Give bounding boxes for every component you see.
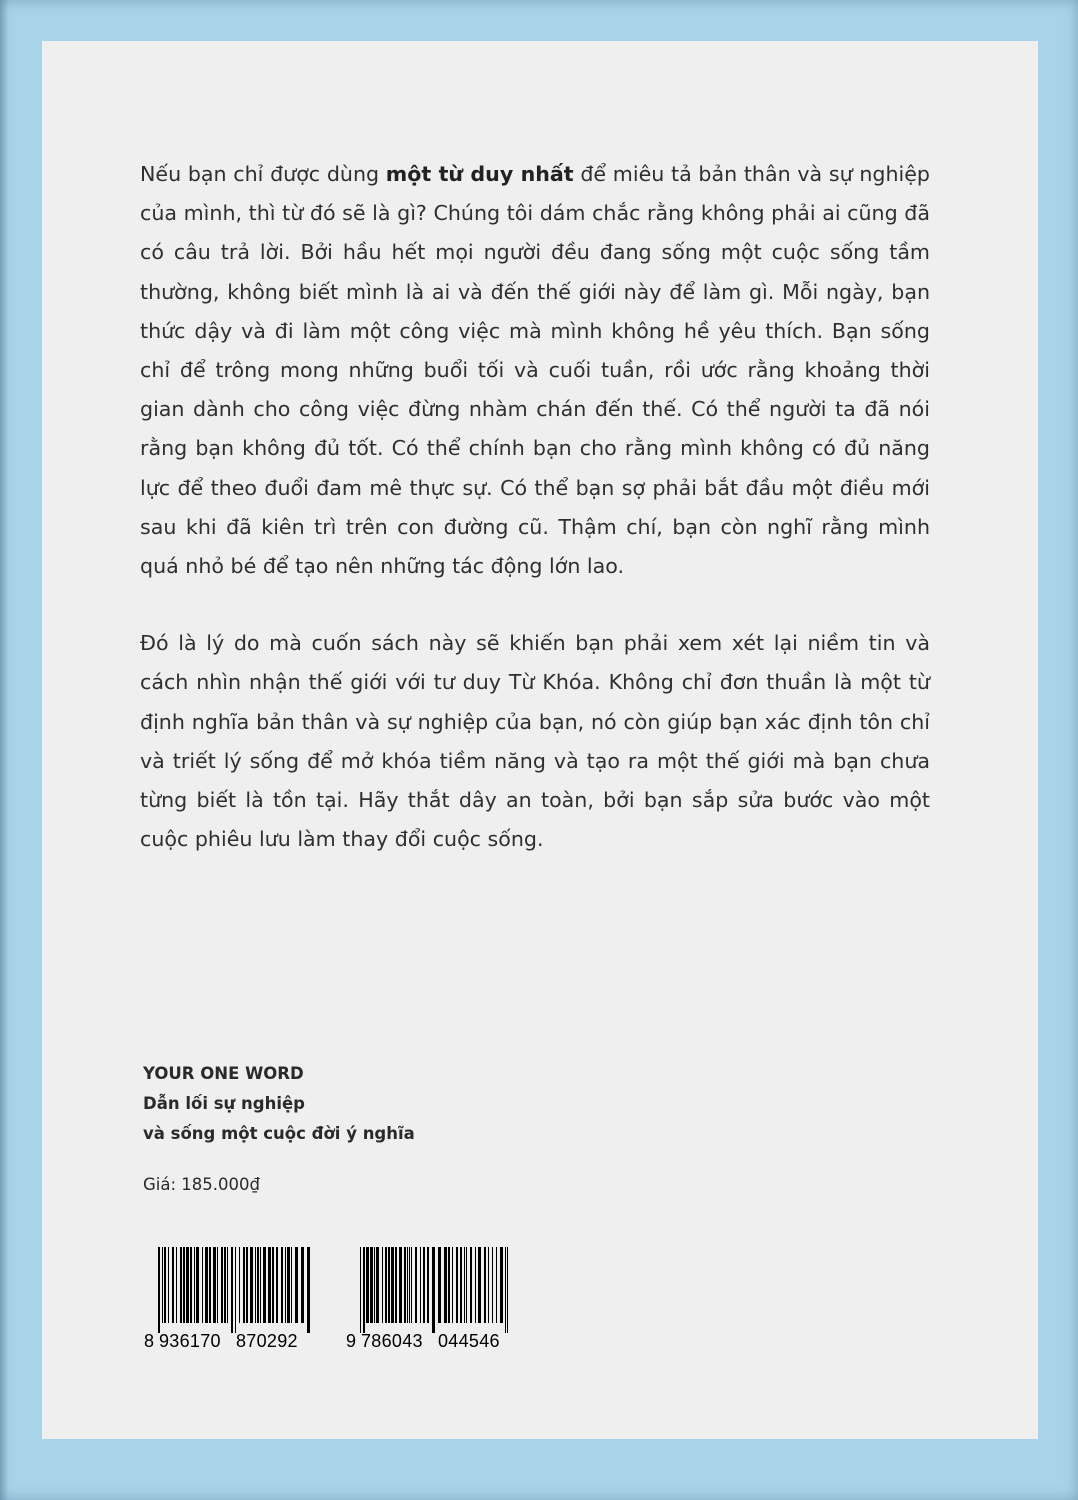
- barcode-bar: [452, 1247, 453, 1323]
- barcode-bar: [196, 1247, 199, 1323]
- barcode-bar: [231, 1247, 233, 1333]
- barcode-bar: [456, 1247, 458, 1323]
- blurb: [140, 155, 930, 859]
- barcode-bar: [260, 1247, 261, 1323]
- blurb-text: để miêu tả bản thân và sự nghiệp của mình, thì từ đó sẽ là gì? Chúng tôi dám chắc rằng không phải ai cũng đã có câu trả lời. Bởi hầu hết mọi người đều đang sống một cuộc sống tầm thường, không biết mình là ai và đến thế giới này để làm gì. Mỗi ngày, bạn thức dậy và đi làm một công việc mà mình không hề yêu thích. Bạn sống chỉ để trông mong những buổi tối và cuối tuần, rồi ước rằng khoảng thời gian dành cho công việc đừng nhàm chán đến thế. Có thể người ta đã nói rằng bạn không đủ tốt. Có thể chính bạn cho rằng mình không có đủ năng lực để theo đuổi đam mê thực sự. Có thể bạn sợ phải bắt đầu một điều mới sau khi đã kiên trì trên con đường cũ. Thậm chí, bạn còn nghĩ rằng mình quá nhỏ bé để tạo nên những tác động lớn lao.: [140, 162, 930, 579]
- blurb-paragraph-1: [140, 155, 930, 586]
- barcode-bar: [382, 1247, 383, 1323]
- book-title: YOUR ONE WORD: [143, 1064, 304, 1083]
- barcode-bar: [484, 1247, 486, 1323]
- blurb-text: Nếu bạn chỉ được dùng: [140, 162, 386, 186]
- barcode-bar: [295, 1247, 298, 1323]
- book-subtitle-line-2: và sống một cuộc đời ý nghĩa: [143, 1124, 415, 1143]
- barcode-bar: [255, 1247, 256, 1323]
- barcode-bar: [492, 1247, 493, 1323]
- barcode-bar: [272, 1247, 274, 1323]
- barcode-bar: [301, 1247, 304, 1323]
- cover-left-edge: [0, 0, 8, 1500]
- barcode-bar: [470, 1247, 472, 1323]
- blurb-paragraph-2: Đó là lý do mà cuốn sách này sẽ khiến bạn phải xem xét lại niềm tin và cách nhìn nhận thế giới với tư duy Từ Khóa. Không chỉ đơn thuần là một từ định nghĩa bản thân và sự nghiệp của bạn, nó còn giúp bạn xác định tôn chỉ và triết lý sống để mở khóa tiềm năng và tạo ra một thế giới mà bạn chưa từng biết là tồn tại. Hãy thắt dây an toàn, bởi bạn sắp sửa bước vào một cuộc phiêu lưu làm thay đổi cuộc sống.: [140, 631, 930, 852]
- barcode-bar: [217, 1247, 218, 1323]
- barcode-bar: [162, 1247, 163, 1323]
- barcode-bar: [281, 1247, 283, 1323]
- barcode-bar: [250, 1247, 253, 1323]
- barcode-bar: [376, 1247, 379, 1323]
- barcode-bar: [464, 1247, 465, 1323]
- barcode-bar: [202, 1247, 203, 1323]
- barcode-bar: [209, 1247, 211, 1323]
- barcode-bar: [478, 1247, 481, 1323]
- barcode-bar: [507, 1247, 508, 1333]
- barcode-bar: [475, 1247, 476, 1323]
- barcode-bar: [268, 1247, 271, 1323]
- barcode-bar: [227, 1247, 228, 1323]
- barcode-bar: [496, 1247, 497, 1323]
- book-subtitle-line-1: Dẫn lối sự nghiệp: [143, 1094, 305, 1113]
- barcode-bar: [432, 1247, 435, 1333]
- barcode-bar: [448, 1247, 450, 1323]
- barcode-bar: [395, 1247, 397, 1323]
- barcode-bar: [194, 1247, 195, 1323]
- barcode-bar: [186, 1247, 189, 1323]
- barcode-bar: [291, 1247, 292, 1323]
- barcode-bar: [366, 1247, 369, 1323]
- barcode-bar: [423, 1247, 425, 1323]
- barcode-bar: [404, 1247, 406, 1323]
- barcode-bar: [176, 1247, 177, 1323]
- barcode-bar: [391, 1247, 394, 1323]
- barcode-bar: [287, 1247, 290, 1323]
- price-label: Giá: 185.000₫: [143, 1175, 261, 1194]
- barcode-bar: [307, 1247, 310, 1333]
- barcode-bar: [276, 1247, 278, 1323]
- barcode-bars: [346, 1247, 514, 1333]
- barcode-2: [346, 1247, 514, 1351]
- barcode-digits-left: 786043: [361, 1331, 423, 1351]
- book-title-block: [143, 1059, 415, 1149]
- barcode-bar: [374, 1247, 375, 1323]
- barcode-bar: [363, 1247, 365, 1333]
- barcode-bar: [285, 1247, 286, 1323]
- barcode-bar: [183, 1247, 185, 1323]
- barcode-bar: [505, 1247, 506, 1333]
- barcode-digits-right: 044546: [438, 1331, 500, 1351]
- barcode-bar: [360, 1247, 361, 1333]
- barcode-bar: [444, 1247, 447, 1323]
- barcode-bar: [388, 1247, 390, 1323]
- barcode-1: [144, 1247, 312, 1351]
- barcode-bar: [415, 1247, 417, 1323]
- barcode-bar: [466, 1247, 467, 1323]
- barcode-bar: [224, 1247, 226, 1323]
- barcode-bar: [488, 1247, 489, 1323]
- barcode-bar: [164, 1247, 166, 1323]
- barcode-bar: [168, 1247, 169, 1323]
- barcode-bar: [257, 1247, 259, 1323]
- barcode-bars: [144, 1247, 312, 1333]
- barcode-bar: [399, 1247, 402, 1323]
- barcode-bar: [213, 1247, 216, 1323]
- barcode-bar: [246, 1247, 248, 1323]
- barcode-bar: [409, 1247, 410, 1323]
- barcode-bar: [221, 1247, 223, 1323]
- barcode-digit-lead: 9: [346, 1331, 357, 1351]
- barcode-bar: [411, 1247, 412, 1323]
- barcode-bar: [370, 1247, 373, 1323]
- barcode-bar: [172, 1247, 174, 1323]
- barcode-bar: [263, 1247, 266, 1323]
- barcode-bar: [243, 1247, 245, 1323]
- barcode-bar: [190, 1247, 192, 1323]
- barcode-bar: [239, 1247, 240, 1323]
- barcode-bar: [407, 1247, 408, 1323]
- barcode-bar: [500, 1247, 503, 1323]
- barcode-bar: [205, 1247, 208, 1323]
- barcode-bar: [438, 1247, 441, 1323]
- barcode-digits-right: 870292: [236, 1331, 298, 1351]
- barcode-bar: [427, 1247, 429, 1323]
- blurb-emphasis: một từ duy nhất: [385, 162, 574, 186]
- barcode-bar: [385, 1247, 387, 1323]
- text-panel: [42, 41, 1038, 1439]
- barcode-bar: [460, 1247, 462, 1323]
- barcode-bar: [235, 1247, 236, 1333]
- barcode-digits-left: 936170: [159, 1331, 221, 1351]
- barcode-digit-lead: 8: [144, 1331, 155, 1351]
- barcode-bar: [158, 1247, 160, 1333]
- barcode-bar: [180, 1247, 182, 1323]
- barcode-bar: [420, 1247, 421, 1323]
